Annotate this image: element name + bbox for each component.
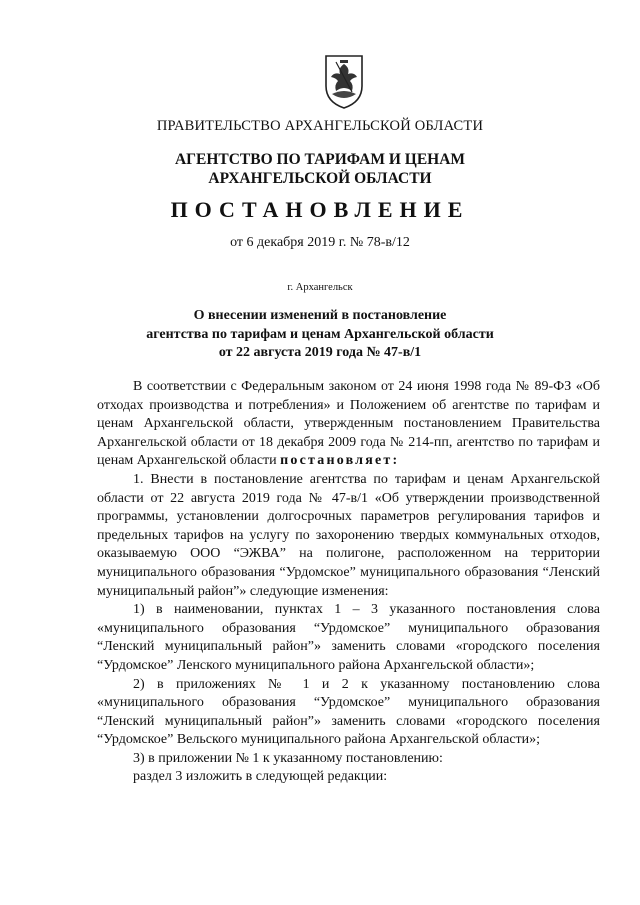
subject-line-1: О внесении изменений в постановление <box>193 308 447 323</box>
subitem-1-paragraph: 1) в наименовании, пунктах 1 – 3 указанного постановления слова «муниципального образования “Урдомское” муниципального образования “Ленский муниципальный район”» заменить словами «городского поселения “Урдомское” Ленского муниципального района Архангельской области»; <box>97 602 600 673</box>
section-3-paragraph: раздел 3 изложить в следующей редакции: <box>133 769 388 785</box>
subitem-2-paragraph: 2) в приложениях № 1 и 2 к указанному постановлению слова «муниципального образования “Урдомское” муниципального образования “Ленский муниципальный район”» заменить словами «городского поселения “Урдомское” Вельского муниципального района Архангельской области»; <box>97 676 600 748</box>
resolves-word: постановляет: <box>280 453 400 469</box>
document-date-number: от 6 декабря 2019 г. № 78-в/12 <box>230 235 410 250</box>
document-city: г. Архангельск <box>287 282 353 293</box>
document-type-title: ПОСТАНОВЛЕНИЕ <box>170 197 470 222</box>
subitem-3-paragraph: 3) в приложении № 1 к указанному постановлению: <box>133 750 443 766</box>
government-heading: ПРАВИТЕЛЬСТВО АРХАНГЕЛЬСКОЙ ОБЛАСТИ <box>156 118 484 134</box>
subject-line-3: от 22 августа 2019 года № 47-в/1 <box>218 345 422 360</box>
subject-line-2: агентства по тарифам и ценам Архангельской области <box>146 326 494 342</box>
coat-of-arms-icon <box>322 52 366 110</box>
agency-line-1: АГЕНТСТВО ПО ТАРИФАМ И ЦЕНАМ <box>174 151 466 168</box>
item-1-paragraph: 1. Внести в постановление агентства по тарифам и ценам Архангельской области от 22 августа 2019 года № 47-в/1 «Об утверждении производственной программы, установлении долгосрочных параметров регулирования тарифов и предельных тарифов на услугу по захоронению твердых коммунальных отходов, оказываемую ООО “ЭЖВА” на полигоне, расположенном на территории муниципального образования “Урдомское” муниципального образования “Ленский муниципальный район”» следующие изменения: <box>97 471 600 599</box>
document-subject <box>0 307 640 363</box>
preamble-text: В соответствии с Федеральным законом от 24 июня 1998 года № 89-ФЗ «Об отходах производства и потребления» и Положением об агентстве по тарифам и ценам Архангельской области, утвержденным постановлением Правительства Архангельской области от 18 декабря 2009 года № 214-пп, агентство по тарифам и ценам Архангельской области <box>97 379 600 469</box>
document-body <box>97 378 600 787</box>
agency-line-2: АРХАНГЕЛЬСКОЙ ОБЛАСТИ <box>208 170 432 187</box>
agency-heading <box>0 150 640 188</box>
preamble-paragraph <box>97 378 600 471</box>
